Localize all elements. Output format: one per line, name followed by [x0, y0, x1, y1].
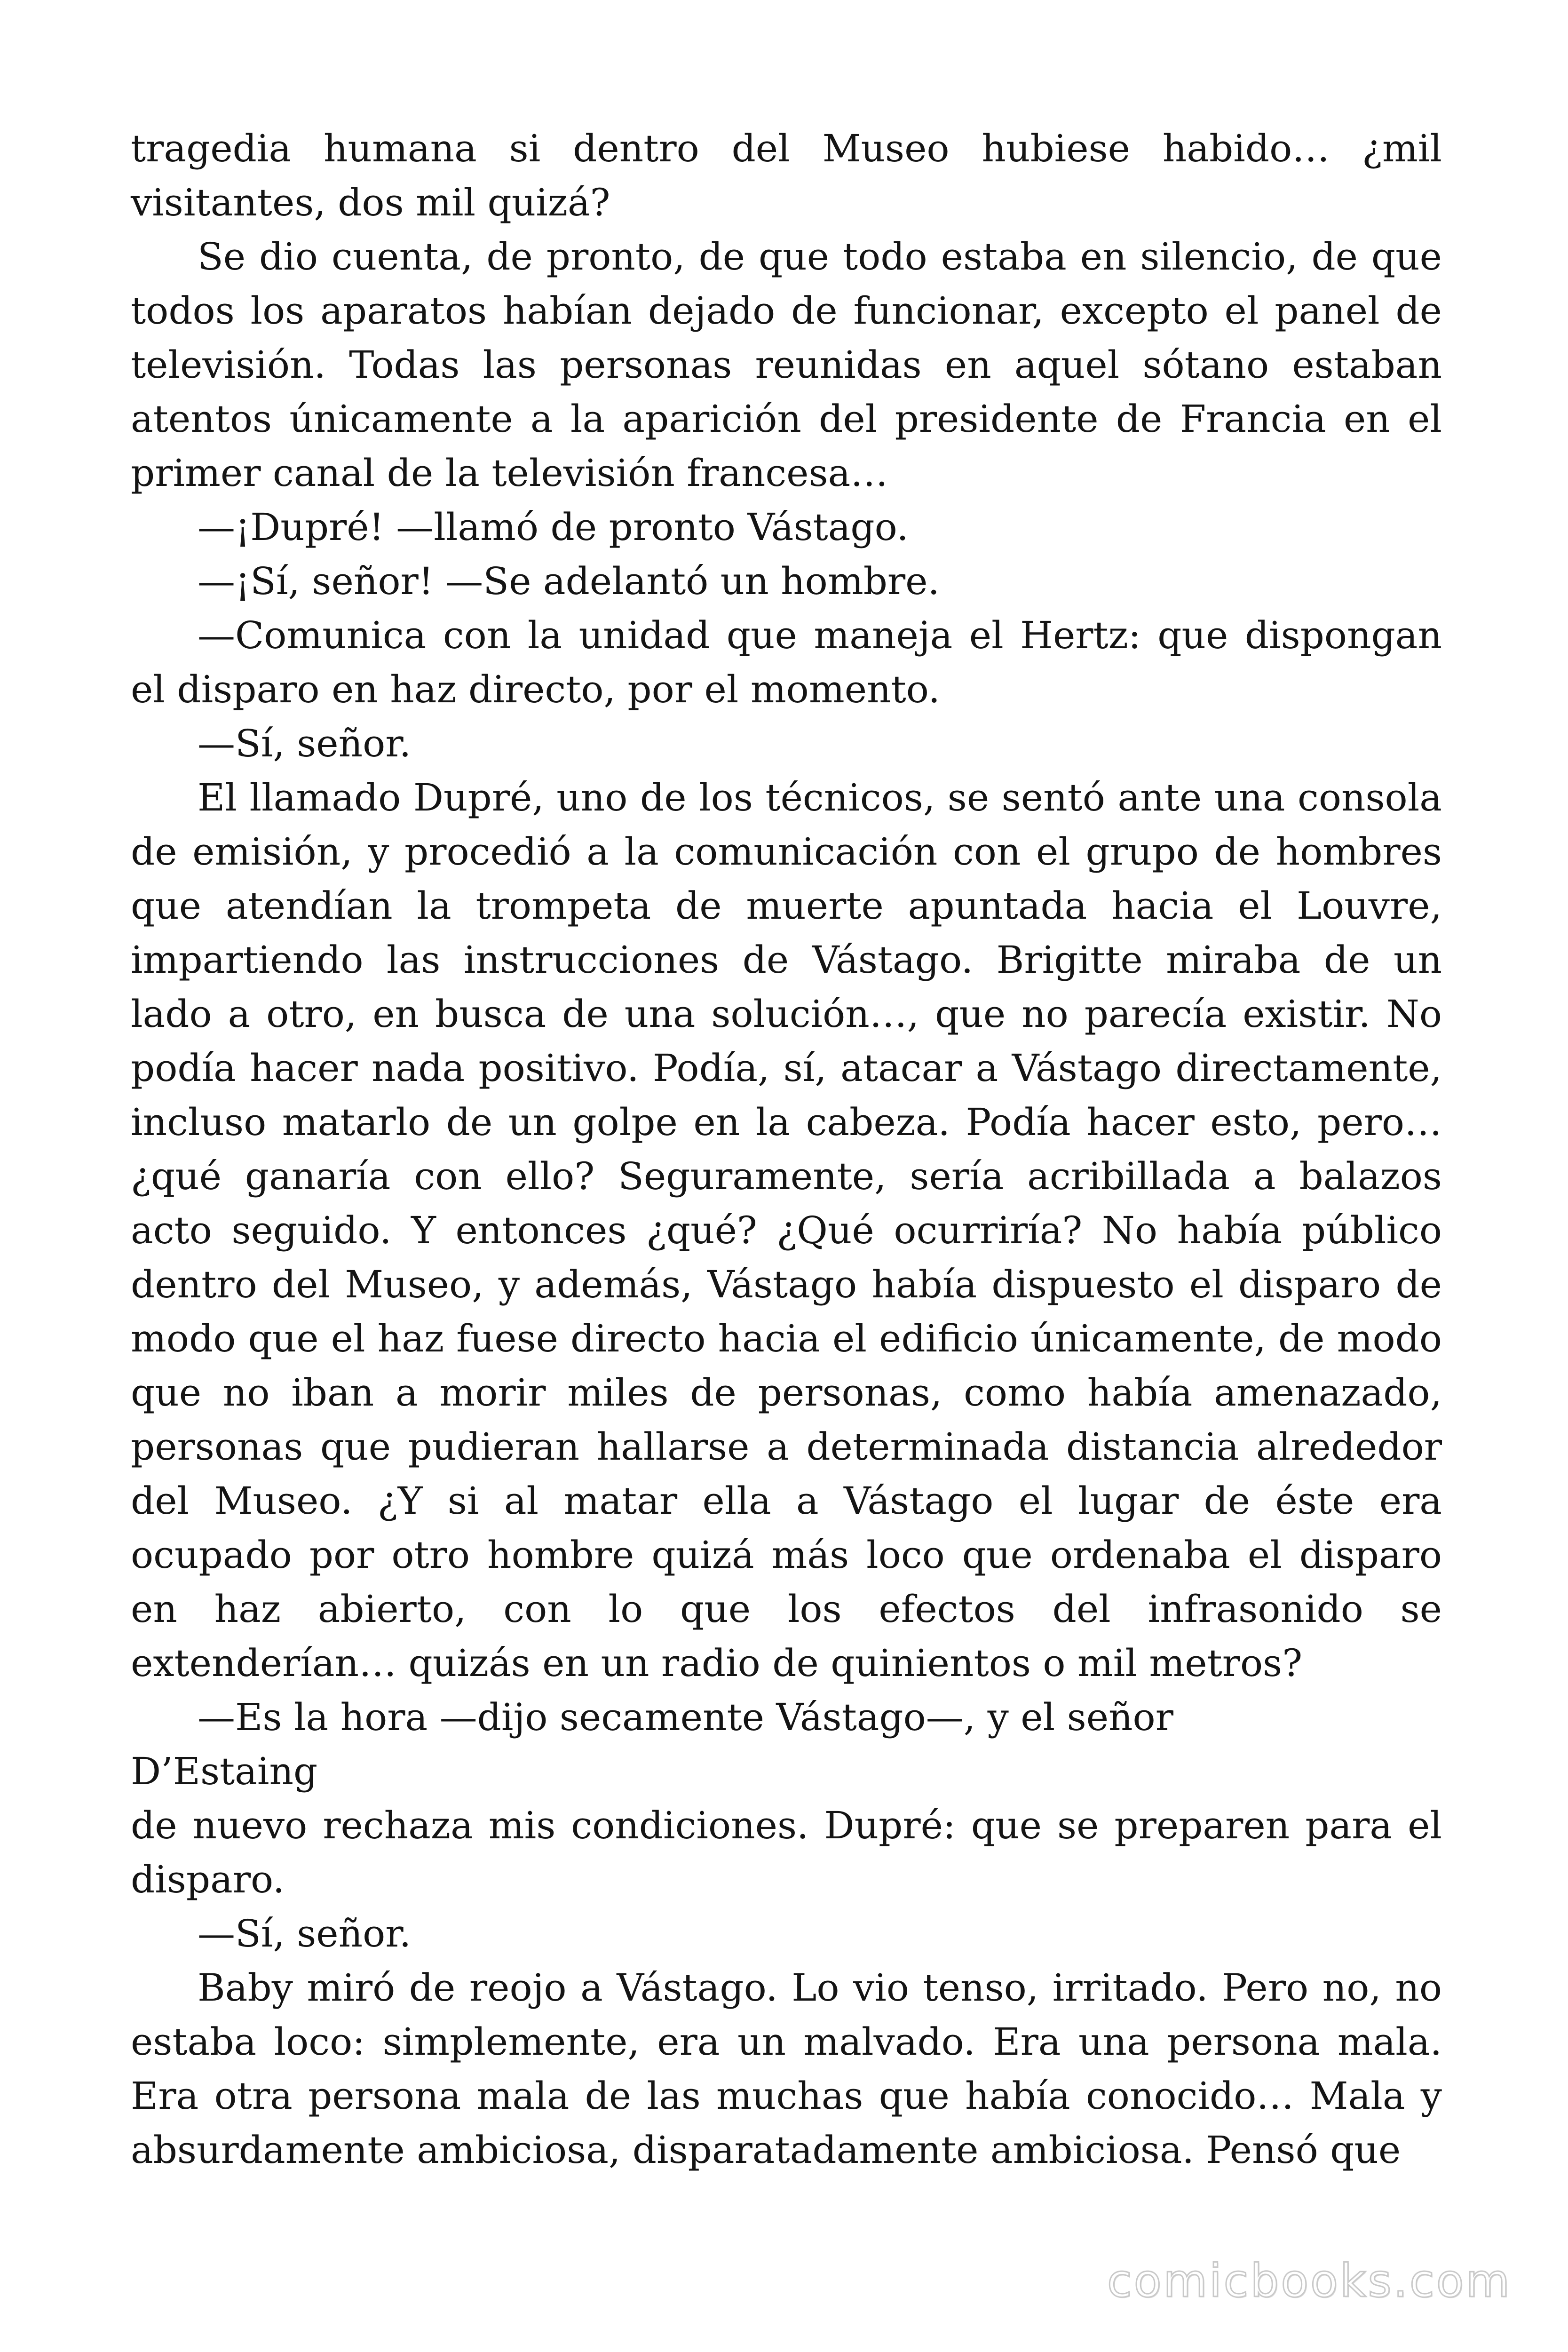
dialogue-si-senor-hombre: —¡Sí, señor! —Se adelantó un hombre.: [198, 559, 940, 603]
dialogue-es-la-hora: —Es la hora —dijo secamente Vástago—, y el señor: [198, 1695, 1173, 1739]
dialogue-dupre-call: —¡Dupré! —llamó de pronto Vástago.: [198, 505, 909, 549]
paragraph-dupre-tecnico: El llamado Dupré, uno de los técnicos, se sentó ante una consola de emisión, y procedió a la comunicación con el grupo de hombres que atendían la trompeta de muerte apuntada hacia el Louvre, impartiendo las instrucciones de Vástago. Brigitte miraba de un lado a otro, en busca de una solución…, que no parecía existir. No podía hacer nada positivo. Podía, sí, atacar a Vástago directamente, incluso matarlo de un golpe en la cabeza. Podía hacer esto, pero… ¿qué ganaría con ello? Seguramente, sería acribillada a balazos acto seguido. Y entonces ¿qué? ¿Qué ocurriría? No había público dentro del Museo, y además, Vástago había dispuesto el disparo de modo que el haz fuese directo hacia el edificio únicamente, de modo que no iban a morir miles de personas, como había amenazado, personas que pudieran hallarse a determinada distancia alrededor del Museo. ¿Y si al matar ella a Vástago el lugar de éste era ocupado por otro hombre quizá más loco que ordenaba el disparo en haz abierto, con lo que los efectos del infrasonido se extenderían… quizás en un radio de quinientos o mil metros?: [131, 776, 1442, 1685]
line-destaing: D’Estaing: [131, 1749, 318, 1793]
paragraph-baby-miro: Baby miró de reojo a Vástago. Lo vio tenso, irritado. Pero no, no estaba loco: simplemente, era un malvado. Era una persona mala. Era otra persona mala de las muchas que había conocido… Mala y absurdamente ambiciosa, disparatadamente ambiciosa. Pensó que: [131, 1966, 1442, 2172]
watermark-logo: comicbooks.com: [1107, 2255, 1512, 2307]
line-de-nuevo-rechaza: de nuevo rechaza mis condiciones. Dupré: que se preparen para el disparo.: [131, 1804, 1442, 1901]
paragraph-silence: Se dio cuenta, de pronto, de que todo estaba en silencio, de que todos los aparatos habían dejado de funcionar, excepto el panel de televisión. Todas las personas reunidas en aquel sótano estaban atentos únicamente a la aparición del presidente de Francia en el primer canal de la televisión francesa…: [131, 235, 1442, 495]
dialogue-si-senor-2: —Sí, señor.: [198, 1912, 412, 1955]
dialogue-comunica: —Comunica con la unidad que maneja el Hertz: que dispongan el disparo en haz directo, por el momento.: [131, 613, 1442, 711]
dialogue-si-senor-1: —Sí, señor.: [198, 722, 412, 765]
paragraph-continuation: tragedia humana si dentro del Museo hubiese habido… ¿mil visitantes, dos mil quizá?: [131, 127, 1442, 224]
book-page-text: [131, 121, 1442, 2177]
